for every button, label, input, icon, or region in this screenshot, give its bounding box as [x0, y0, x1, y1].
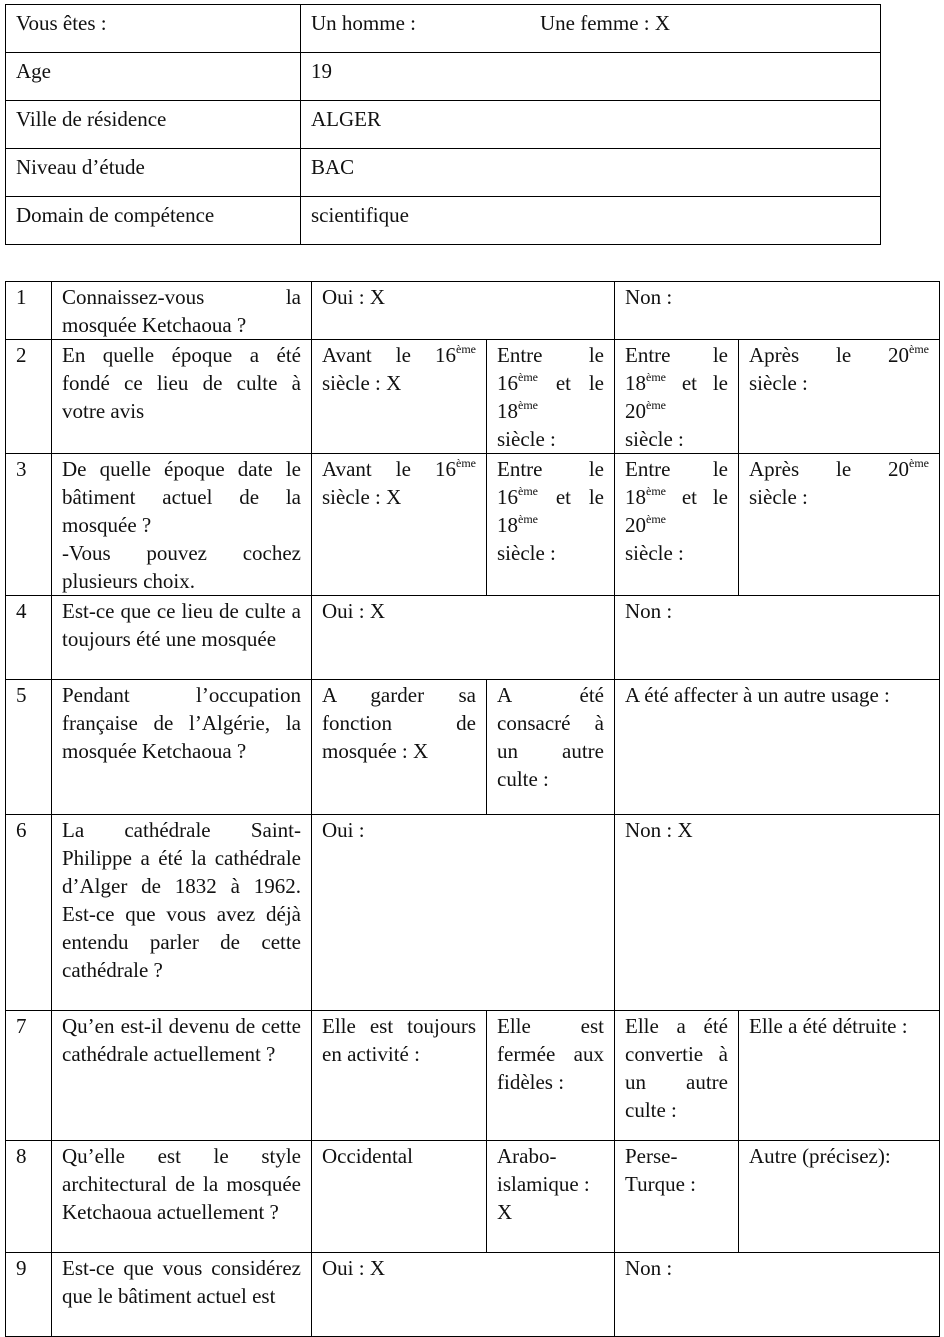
question-text: Est-ce que vous considérez que le bâtiment actuel est [52, 1253, 312, 1337]
question-text: Connaissez-vous la mosquée Ketchaoua ? [52, 282, 312, 340]
question-row-8 [6, 1141, 940, 1253]
option-other: Autre (précisez): [739, 1141, 940, 1253]
question-text: Pendant l’occupation française de l’Algérie, la mosquée Ketchaoua ? [52, 680, 312, 815]
option-perse-turque: Perse-Turque : [615, 1141, 739, 1253]
question-row-4 [6, 596, 940, 680]
question-text: Qu’en est-il devenu de cette cathédrale actuellement ? [52, 1011, 312, 1141]
question-row-9 [6, 1253, 940, 1337]
option-destroyed: Elle a été détruite : [739, 1011, 940, 1141]
respondent-info-table [5, 4, 881, 245]
option-still-active: Elle est toujours en activité : [312, 1011, 487, 1141]
question-row-7 [6, 1011, 940, 1141]
question-row-3 [6, 454, 940, 596]
question-text: De quelle époque date le bâtiment actuel de la mosquée ? -Vous pouvez cochez plusieurs choix. [52, 454, 312, 596]
answer-no: Non : [615, 1253, 940, 1337]
age-value: 19 [301, 53, 881, 101]
domain-value: scientifique [301, 197, 881, 245]
question-number: 3 [6, 454, 52, 596]
answer-no: Non : [615, 282, 940, 340]
option-16th-18th: Entre le 16ème et le 18ème siècle : [487, 454, 615, 596]
question-text: La cathédrale Saint-Philippe a été la cathédrale d’Alger de 1832 à 1962. Est-ce que vous avez déjà entendu parler de cette cathédrale ? [52, 815, 312, 1011]
question-row-1 [6, 282, 940, 340]
question-row-5 [6, 680, 940, 815]
question-number: 7 [6, 1011, 52, 1141]
answer-yes: Oui : [312, 815, 615, 1011]
option-other-use: A été affecter à un autre usage : [615, 680, 940, 815]
option-18th-20th: Entre le 18ème et le 20ème siècle : [615, 454, 739, 596]
sex-value [301, 5, 881, 53]
question-text: En quelle époque a été fondé ce lieu de culte à votre avis [52, 340, 312, 454]
option-after-20th: Après le 20ème siècle : [739, 454, 940, 596]
question-text: Qu’elle est le style architectural de la mosquée Ketchaoua actuellement ? [52, 1141, 312, 1253]
question-number: 8 [6, 1141, 52, 1253]
domain-label: Domain de compétence [6, 197, 301, 245]
option-converted: Elle a été convertie à un autre culte : [615, 1011, 739, 1141]
option-after-20th: Après le 20ème siècle : [739, 340, 940, 454]
option-before-16th: Avant le 16ème siècle : X [312, 454, 487, 596]
question-number: 5 [6, 680, 52, 815]
info-row-age [6, 53, 881, 101]
question-row-6 [6, 815, 940, 1011]
question-number: 1 [6, 282, 52, 340]
info-row-sex [6, 5, 881, 53]
female-option: Une femme : X [540, 11, 671, 35]
answer-no: Non : [615, 596, 940, 680]
city-value: ALGER [301, 101, 881, 149]
level-value: BAC [301, 149, 881, 197]
question-number: 6 [6, 815, 52, 1011]
option-18th-20th: Entre le 18ème et le 20ème siècle : [615, 340, 739, 454]
answer-yes: Oui : X [312, 282, 615, 340]
option-closed: Elle est fermée aux fidèles : [487, 1011, 615, 1141]
question-note: -Vous pouvez cochez plusieurs choix. [62, 541, 301, 593]
answer-no: Non : X [615, 815, 940, 1011]
option-kept-function: A garder sa fonction de mosquée : X [312, 680, 487, 815]
answer-yes: Oui : X [312, 596, 615, 680]
questionnaire-table [5, 281, 940, 1337]
option-arabo-islamic: Arabo-islamique : X [487, 1141, 615, 1253]
info-row-level [6, 149, 881, 197]
male-option: Un homme : [311, 11, 416, 35]
option-occidental: Occidental [312, 1141, 487, 1253]
option-16th-18th: Entre le 16ème et le 18ème siècle : [487, 340, 615, 454]
question-number: 9 [6, 1253, 52, 1337]
question-text: Est-ce que ce lieu de culte a toujours été une mosquée [52, 596, 312, 680]
info-row-city [6, 101, 881, 149]
sex-label: Vous êtes : [6, 5, 301, 53]
option-before-16th: Avant le 16ème siècle : X [312, 340, 487, 454]
level-label: Niveau d’étude [6, 149, 301, 197]
answer-yes: Oui : X [312, 1253, 615, 1337]
question-number: 2 [6, 340, 52, 454]
question-number: 4 [6, 596, 52, 680]
question-row-2 [6, 340, 940, 454]
age-label: Age [6, 53, 301, 101]
city-label: Ville de résidence [6, 101, 301, 149]
option-other-cult: A été consacré à un autre culte : [487, 680, 615, 815]
info-row-domain [6, 197, 881, 245]
